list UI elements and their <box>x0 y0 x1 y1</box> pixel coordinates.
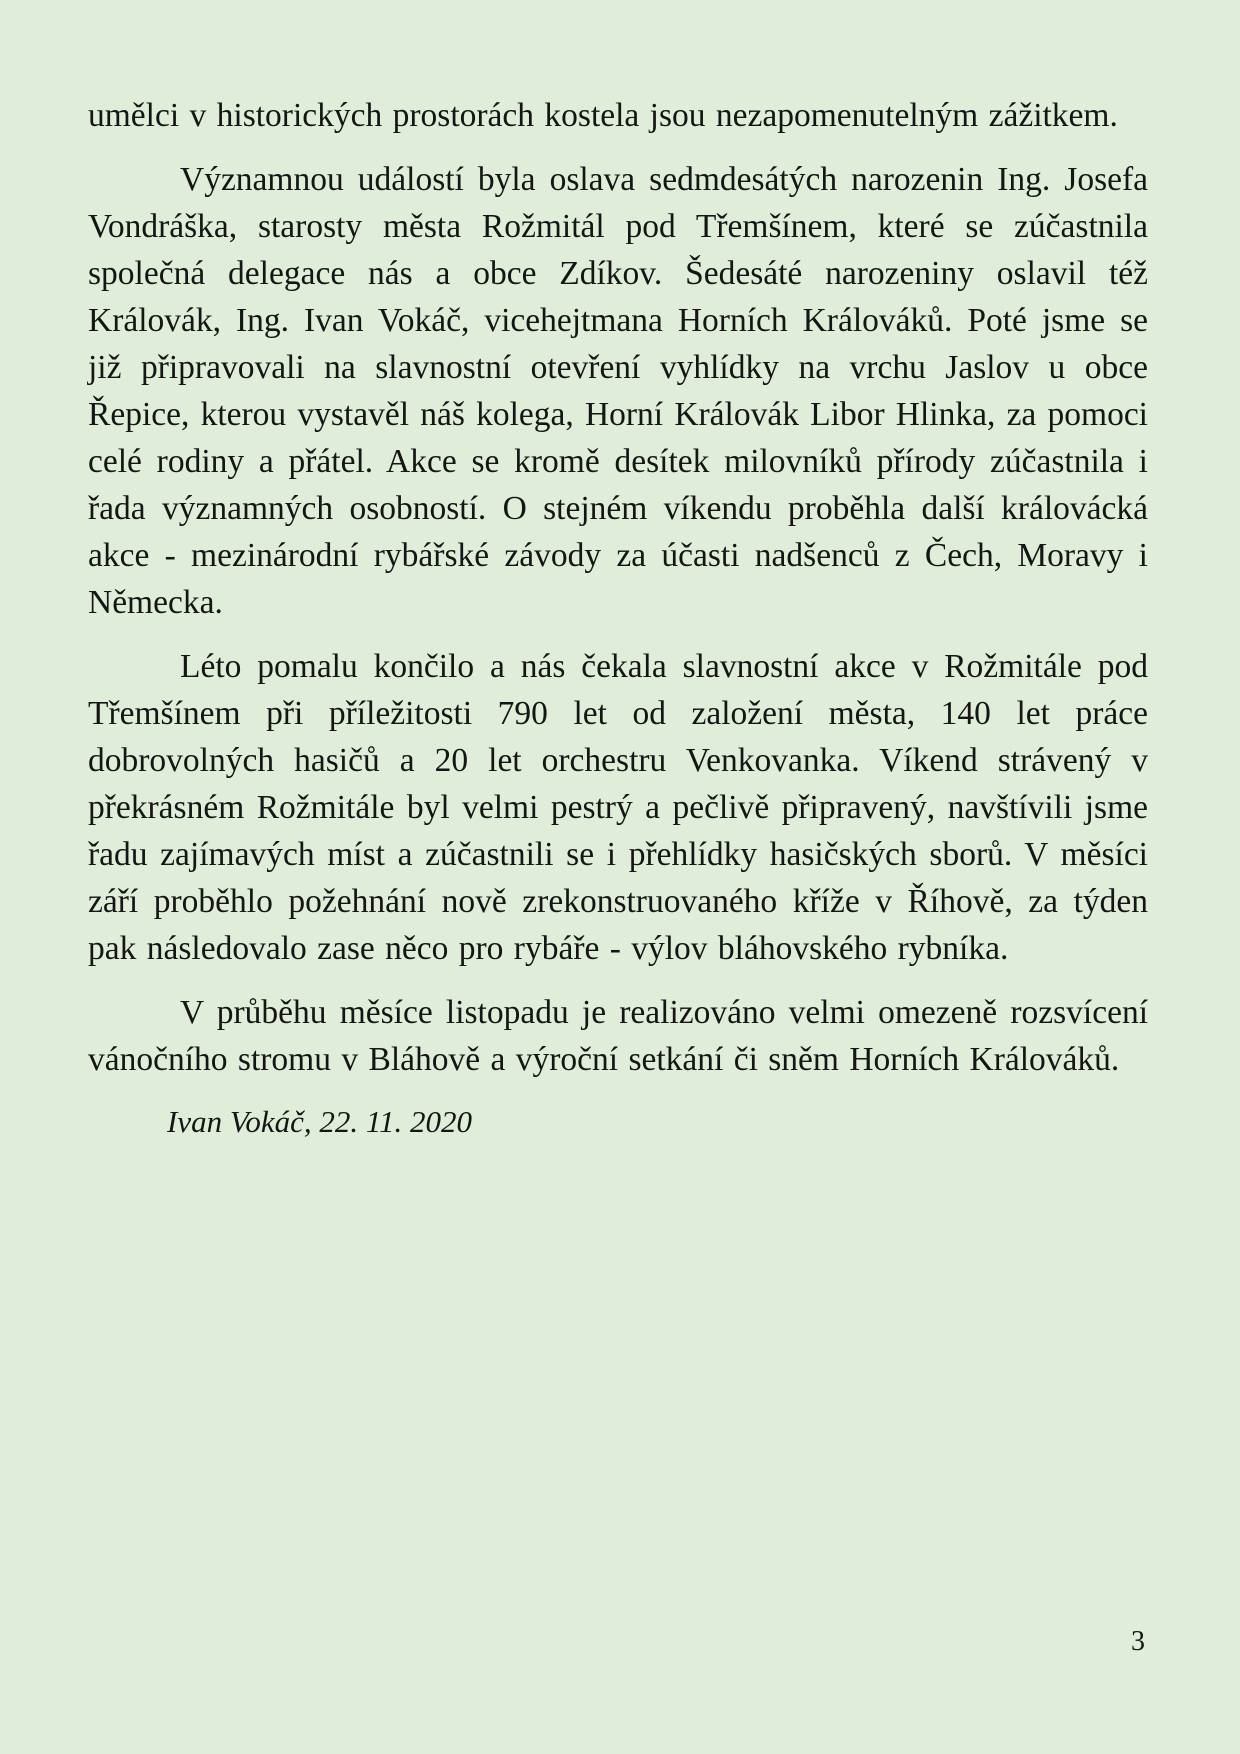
paragraph: Léto pomalu končilo a nás čekala slavnostní akce v Rožmitále pod Třemšínem při příležitosti 790 let od založení města, 140 let práce dobrovolných hasičů a 20 let orchestru Venkovanka. Víkend strávený v překrásném Rožmitále byl velmi pestrý a pečlivě připravený, navštívili jsme řadu zajímavých míst a zúčastnili se i přehlídky hasičských sborů. V měsíci září proběhlo požehnání nově zrekonstruovaného kříže v Říhově, za týden pak následovalo zase něco pro rybáře - výlov bláhovského rybníka. <box>88 648 1148 967</box>
signature-line: Ivan Vokáč, 22. 11. 2020 <box>167 1104 473 1139</box>
paragraph: Významnou událostí byla oslava sedmdesátých narozenin Ing. Josefa Vondráška, starosty města Rožmitál pod Třemšínem, které se zúčastnila společná delegace nás a obce Zdíkov. Šedesáté narozeniny oslavil též Královák, Ing. Ivan Vokáč, vicehejtmana Horních Králováků. Poté jsme se již připravovali na slavnostní otevření vyhlídky na vrchu Jaslov u obce Řepice, kterou vystavěl náš kolega, Horní Královák Libor Hlinka, za pomoci celé rodiny a přátel. Akce se kromě desítek milovníků přírody zúčastnila i řada významných osobností. O stejném víkendu proběhla další královácká akce - mezinárodní rybářské závody za účasti nadšenců z Čech, Moravy i Německa. <box>88 161 1148 621</box>
paragraph-continuation: umělci v historických prostorách kostela jsou nezapomenutelným zážitkem. <box>88 97 1118 134</box>
page-number: 3 <box>1131 1626 1145 1657</box>
paragraph: V průběhu měsíce listopadu je realizováno velmi omezeně rozsvícení vánočního stromu v Bláhově a výroční setkání či sněm Horních Králováků. <box>88 994 1148 1078</box>
